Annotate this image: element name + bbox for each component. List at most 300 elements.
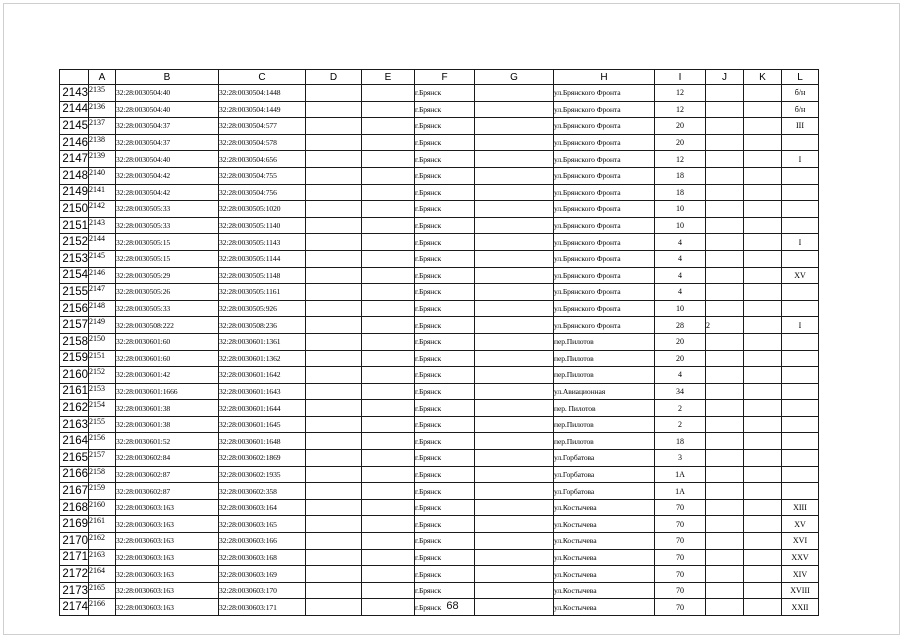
cell-b: 32:28:0030601:1666 xyxy=(116,383,219,400)
cell-b: 32:28:0030504:42 xyxy=(116,184,219,201)
cell-j xyxy=(706,118,744,135)
row-number: 2154 xyxy=(60,267,89,284)
cell-a: 2162 xyxy=(89,533,116,550)
cell-f: г.Брянск xyxy=(415,367,475,384)
column-header-row xyxy=(60,70,819,85)
cell-h: ул.Брянского Фронта xyxy=(554,201,655,218)
cell-e xyxy=(362,267,415,284)
row-number: 2160 xyxy=(60,367,89,384)
cell-a: 2151 xyxy=(89,350,116,367)
cell-k xyxy=(744,134,782,151)
table-row xyxy=(60,350,819,367)
cell-b: 32:28:0030601:38 xyxy=(116,416,219,433)
cell-c: 32:28:0030603:166 xyxy=(219,533,306,550)
cell-i: 34 xyxy=(655,383,706,400)
table-row xyxy=(60,317,819,334)
cell-e xyxy=(362,450,415,467)
cell-g xyxy=(475,284,554,301)
cell-a: 2140 xyxy=(89,167,116,184)
cell-a: 2165 xyxy=(89,582,116,599)
cell-i: 4 xyxy=(655,250,706,267)
cell-c: 32:28:0030504:1448 xyxy=(219,85,306,102)
cell-f: г.Брянск xyxy=(415,234,475,251)
row-number: 2149 xyxy=(60,184,89,201)
cell-b: 32:28:0030508:222 xyxy=(116,317,219,334)
cell-j xyxy=(706,582,744,599)
table-row xyxy=(60,499,819,516)
cell-b: 32:28:0030505:33 xyxy=(116,300,219,317)
cell-f: г.Брянск xyxy=(415,400,475,417)
cell-b: 32:28:0030603:163 xyxy=(116,516,219,533)
cell-f: г.Брянск xyxy=(415,566,475,583)
cell-j xyxy=(706,416,744,433)
row-number: 2143 xyxy=(60,85,89,102)
row-number: 2153 xyxy=(60,250,89,267)
cell-e xyxy=(362,217,415,234)
cell-k xyxy=(744,167,782,184)
cell-i: 18 xyxy=(655,433,706,450)
cell-h: ул.Костычева xyxy=(554,566,655,583)
cell-a: 2143 xyxy=(89,217,116,234)
cell-a: 2159 xyxy=(89,483,116,500)
row-number: 2164 xyxy=(60,433,89,450)
cell-a: 2157 xyxy=(89,450,116,467)
cell-f: г.Брянск xyxy=(415,167,475,184)
column-header-g: G xyxy=(475,70,554,85)
cell-l xyxy=(782,217,819,234)
cell-l: б/н xyxy=(782,101,819,118)
cell-f: г.Брянск xyxy=(415,284,475,301)
cell-e xyxy=(362,118,415,135)
cell-a: 2148 xyxy=(89,300,116,317)
table-row xyxy=(60,300,819,317)
cell-h: ул.Брянского Фронта xyxy=(554,317,655,334)
column-header-k: K xyxy=(744,70,782,85)
table-row xyxy=(60,450,819,467)
row-number: 2150 xyxy=(60,201,89,218)
cell-a: 2158 xyxy=(89,466,116,483)
cell-f: г.Брянск xyxy=(415,217,475,234)
cell-c: 32:28:0030601:1648 xyxy=(219,433,306,450)
table-row xyxy=(60,118,819,135)
column-header-f: F xyxy=(415,70,475,85)
cell-g xyxy=(475,85,554,102)
cell-d xyxy=(306,516,362,533)
cell-k xyxy=(744,400,782,417)
spreadsheet-table xyxy=(59,69,819,616)
cell-k xyxy=(744,201,782,218)
cell-l xyxy=(782,433,819,450)
cell-k xyxy=(744,433,782,450)
cell-g xyxy=(475,333,554,350)
cell-d xyxy=(306,499,362,516)
table-row xyxy=(60,167,819,184)
cell-e xyxy=(362,350,415,367)
cell-g xyxy=(475,416,554,433)
cell-h: ул.Брянского Фронта xyxy=(554,118,655,135)
cell-b: 32:28:0030603:163 xyxy=(116,582,219,599)
cell-k xyxy=(744,300,782,317)
table-row xyxy=(60,151,819,168)
row-number: 2151 xyxy=(60,217,89,234)
cell-i: 28 xyxy=(655,317,706,334)
cell-a: 2156 xyxy=(89,433,116,450)
cell-h: ул.Брянского Фронта xyxy=(554,101,655,118)
cell-a: 2149 xyxy=(89,317,116,334)
column-header-i: I xyxy=(655,70,706,85)
cell-i: 2 xyxy=(655,416,706,433)
row-number: 2167 xyxy=(60,483,89,500)
cell-b: 32:28:0030505:33 xyxy=(116,217,219,234)
cell-g xyxy=(475,267,554,284)
cell-c: 32:28:0030504:1449 xyxy=(219,101,306,118)
cell-j xyxy=(706,499,744,516)
cell-a: 2155 xyxy=(89,416,116,433)
cell-c: 32:28:0030504:577 xyxy=(219,118,306,135)
cell-j xyxy=(706,85,744,102)
cell-h: пер.Пилотов xyxy=(554,367,655,384)
cell-d xyxy=(306,134,362,151)
cell-j xyxy=(706,466,744,483)
cell-l xyxy=(782,134,819,151)
cell-l xyxy=(782,383,819,400)
cell-l xyxy=(782,483,819,500)
cell-h: ул.Авиационная xyxy=(554,383,655,400)
cell-g xyxy=(475,499,554,516)
cell-i: 4 xyxy=(655,267,706,284)
cell-l xyxy=(782,367,819,384)
cell-f: г.Брянск xyxy=(415,466,475,483)
cell-i: 70 xyxy=(655,599,706,616)
cell-j xyxy=(706,284,744,301)
table-row xyxy=(60,466,819,483)
cell-i: 18 xyxy=(655,184,706,201)
cell-j xyxy=(706,167,744,184)
cell-h: пер.Пилотов xyxy=(554,433,655,450)
row-number: 2170 xyxy=(60,533,89,550)
cell-a: 2150 xyxy=(89,333,116,350)
cell-e xyxy=(362,533,415,550)
row-number: 2147 xyxy=(60,151,89,168)
cell-d xyxy=(306,416,362,433)
cell-j xyxy=(706,450,744,467)
cell-e xyxy=(362,85,415,102)
cell-d xyxy=(306,201,362,218)
cell-f: г.Брянск xyxy=(415,499,475,516)
cell-b: 32:28:0030602:84 xyxy=(116,450,219,467)
row-number: 2163 xyxy=(60,416,89,433)
cell-c: 32:28:0030602:358 xyxy=(219,483,306,500)
row-number: 2168 xyxy=(60,499,89,516)
cell-a: 2138 xyxy=(89,134,116,151)
table-row xyxy=(60,483,819,500)
cell-e xyxy=(362,383,415,400)
cell-b: 32:28:0030603:163 xyxy=(116,599,219,616)
cell-e xyxy=(362,134,415,151)
row-number: 2152 xyxy=(60,234,89,251)
cell-j xyxy=(706,101,744,118)
column-header-d: D xyxy=(306,70,362,85)
cell-a: 2154 xyxy=(89,400,116,417)
cell-f: г.Брянск xyxy=(415,416,475,433)
cell-j xyxy=(706,333,744,350)
cell-i: 1А xyxy=(655,483,706,500)
cell-i: 12 xyxy=(655,101,706,118)
cell-d xyxy=(306,217,362,234)
cell-h: ул.Горбатова xyxy=(554,450,655,467)
cell-e xyxy=(362,499,415,516)
row-number: 2169 xyxy=(60,516,89,533)
cell-l xyxy=(782,416,819,433)
cell-b: 32:28:0030504:37 xyxy=(116,134,219,151)
cell-k xyxy=(744,284,782,301)
cell-b: 32:28:0030601:60 xyxy=(116,333,219,350)
cell-e xyxy=(362,284,415,301)
cell-l xyxy=(782,450,819,467)
cell-i: 20 xyxy=(655,350,706,367)
table-row xyxy=(60,582,819,599)
cell-g xyxy=(475,533,554,550)
table-row xyxy=(60,400,819,417)
cell-g xyxy=(475,350,554,367)
row-number: 2155 xyxy=(60,284,89,301)
cell-f: г.Брянск xyxy=(415,267,475,284)
cell-h: ул.Горбатова xyxy=(554,466,655,483)
cell-g xyxy=(475,101,554,118)
cell-g xyxy=(475,250,554,267)
cell-i: 4 xyxy=(655,234,706,251)
cell-e xyxy=(362,466,415,483)
table-row xyxy=(60,566,819,583)
cell-l: XVI xyxy=(782,533,819,550)
cell-k xyxy=(744,267,782,284)
cell-c: 32:28:0030601:1643 xyxy=(219,383,306,400)
cell-j xyxy=(706,250,744,267)
cell-b: 32:28:0030504:40 xyxy=(116,151,219,168)
cell-c: 32:28:0030504:578 xyxy=(219,134,306,151)
column-header-h: H xyxy=(554,70,655,85)
cell-a: 2145 xyxy=(89,250,116,267)
cell-j xyxy=(706,201,744,218)
cell-g xyxy=(475,134,554,151)
cell-c: 32:28:0030508:236 xyxy=(219,317,306,334)
cell-g xyxy=(475,184,554,201)
cell-a: 2152 xyxy=(89,367,116,384)
cell-e xyxy=(362,582,415,599)
table-row xyxy=(60,333,819,350)
cell-d xyxy=(306,250,362,267)
cell-e xyxy=(362,317,415,334)
cell-e xyxy=(362,333,415,350)
cell-g xyxy=(475,317,554,334)
cell-b: 32:28:0030504:37 xyxy=(116,118,219,135)
page-number: 68 xyxy=(446,600,459,612)
cell-l: III xyxy=(782,118,819,135)
cell-c: 32:28:0030601:1361 xyxy=(219,333,306,350)
cell-f: г.Брянск xyxy=(415,433,475,450)
cell-c: 32:28:0030601:1645 xyxy=(219,416,306,433)
cell-k xyxy=(744,234,782,251)
cell-h: ул.Брянского Фронта xyxy=(554,250,655,267)
table-row xyxy=(60,250,819,267)
cell-j xyxy=(706,300,744,317)
cell-a: 2142 xyxy=(89,201,116,218)
cell-g xyxy=(475,466,554,483)
row-number: 2172 xyxy=(60,566,89,583)
cell-l: I xyxy=(782,317,819,334)
cell-e xyxy=(362,483,415,500)
cell-e xyxy=(362,416,415,433)
cell-l: I xyxy=(782,151,819,168)
row-number: 2145 xyxy=(60,118,89,135)
row-number: 2144 xyxy=(60,101,89,118)
cell-f: г.Брянск xyxy=(415,118,475,135)
cell-k xyxy=(744,450,782,467)
cell-l xyxy=(782,167,819,184)
cell-k xyxy=(744,333,782,350)
cell-f: г.Брянск xyxy=(415,151,475,168)
cell-g xyxy=(475,201,554,218)
cell-g xyxy=(475,167,554,184)
column-header-b: B xyxy=(116,70,219,85)
cell-c: 32:28:0030505:926 xyxy=(219,300,306,317)
cell-k xyxy=(744,101,782,118)
cell-g xyxy=(475,582,554,599)
cell-a: 2147 xyxy=(89,284,116,301)
cell-h: ул.Горбатова xyxy=(554,483,655,500)
cell-d xyxy=(306,234,362,251)
cell-k xyxy=(744,582,782,599)
cell-c: 32:28:0030602:1935 xyxy=(219,466,306,483)
cell-c: 32:28:0030505:1144 xyxy=(219,250,306,267)
cell-i: 70 xyxy=(655,549,706,566)
cell-e xyxy=(362,300,415,317)
cell-b: 32:28:0030602:87 xyxy=(116,466,219,483)
cell-c: 32:28:0030505:1143 xyxy=(219,234,306,251)
cell-i: 2 xyxy=(655,400,706,417)
table-row xyxy=(60,533,819,550)
cell-d xyxy=(306,566,362,583)
cell-a: 2161 xyxy=(89,516,116,533)
table-row xyxy=(60,549,819,566)
cell-f: г.Брянск xyxy=(415,350,475,367)
cell-a: 2144 xyxy=(89,234,116,251)
table-row xyxy=(60,234,819,251)
cell-l: XV xyxy=(782,516,819,533)
cell-h: ул.Костычева xyxy=(554,533,655,550)
cell-b: 32:28:0030602:87 xyxy=(116,483,219,500)
cell-d xyxy=(306,383,362,400)
cell-h: ул.Костычева xyxy=(554,516,655,533)
cell-j xyxy=(706,383,744,400)
cell-d xyxy=(306,582,362,599)
cell-i: 20 xyxy=(655,118,706,135)
cell-d xyxy=(306,367,362,384)
cell-h: ул.Костычева xyxy=(554,499,655,516)
cell-i: 4 xyxy=(655,367,706,384)
table-row xyxy=(60,416,819,433)
cell-d xyxy=(306,533,362,550)
cell-k xyxy=(744,250,782,267)
cell-l xyxy=(782,400,819,417)
cell-h: ул.Брянского Фронта xyxy=(554,167,655,184)
cell-f: г.Брянск xyxy=(415,317,475,334)
cell-l xyxy=(782,466,819,483)
cell-b: 32:28:0030504:42 xyxy=(116,167,219,184)
cell-g xyxy=(475,450,554,467)
cell-k xyxy=(744,416,782,433)
cell-c: 32:28:0030601:1644 xyxy=(219,400,306,417)
cell-i: 70 xyxy=(655,499,706,516)
table-row xyxy=(60,134,819,151)
cell-j xyxy=(706,400,744,417)
cell-i: 70 xyxy=(655,582,706,599)
cell-i: 12 xyxy=(655,151,706,168)
cell-e xyxy=(362,151,415,168)
cell-k xyxy=(744,118,782,135)
cell-f: г.Брянск xyxy=(415,184,475,201)
table-row xyxy=(60,433,819,450)
cell-e xyxy=(362,234,415,251)
table-row xyxy=(60,367,819,384)
cell-d xyxy=(306,151,362,168)
cell-g xyxy=(475,549,554,566)
cell-k xyxy=(744,350,782,367)
cell-c: 32:28:0030505:1161 xyxy=(219,284,306,301)
cell-j xyxy=(706,516,744,533)
cell-i: 12 xyxy=(655,85,706,102)
cell-c: 32:28:0030602:1869 xyxy=(219,450,306,467)
cell-a: 2137 xyxy=(89,118,116,135)
cell-j xyxy=(706,267,744,284)
cell-e xyxy=(362,167,415,184)
cell-k xyxy=(744,483,782,500)
cell-b: 32:28:0030603:163 xyxy=(116,499,219,516)
cell-f: г.Брянск xyxy=(415,250,475,267)
cell-k xyxy=(744,566,782,583)
cell-i: 20 xyxy=(655,333,706,350)
cell-j: 2 xyxy=(706,317,744,334)
table-row xyxy=(60,516,819,533)
cell-j xyxy=(706,433,744,450)
row-number: 2156 xyxy=(60,300,89,317)
cell-i: 3 xyxy=(655,450,706,467)
cell-j xyxy=(706,566,744,583)
cell-f: г.Брянск xyxy=(415,300,475,317)
cell-j xyxy=(706,483,744,500)
cell-b: 32:28:0030601:52 xyxy=(116,433,219,450)
cell-l xyxy=(782,201,819,218)
cell-f: г.Брянск xyxy=(415,134,475,151)
cell-l xyxy=(782,350,819,367)
cell-d xyxy=(306,184,362,201)
cell-l: XIV xyxy=(782,566,819,583)
cell-a: 2139 xyxy=(89,151,116,168)
cell-i: 70 xyxy=(655,516,706,533)
cell-d xyxy=(306,400,362,417)
cell-f: г.Брянск xyxy=(415,383,475,400)
cell-b: 32:28:0030505:29 xyxy=(116,267,219,284)
cell-i: 4 xyxy=(655,284,706,301)
cell-d xyxy=(306,549,362,566)
cell-g xyxy=(475,300,554,317)
cell-b: 32:28:0030603:163 xyxy=(116,533,219,550)
table-row xyxy=(60,267,819,284)
cell-a: 2164 xyxy=(89,566,116,583)
cell-b: 32:28:0030504:40 xyxy=(116,85,219,102)
cell-i: 18 xyxy=(655,167,706,184)
cell-c: 32:28:0030505:1140 xyxy=(219,217,306,234)
